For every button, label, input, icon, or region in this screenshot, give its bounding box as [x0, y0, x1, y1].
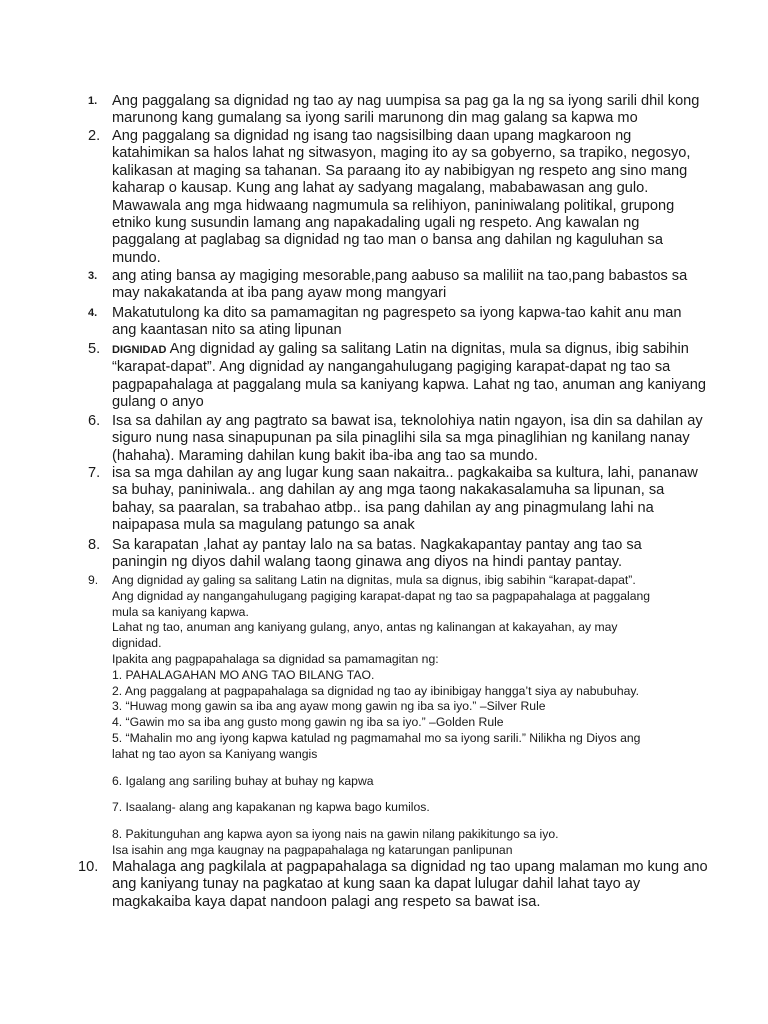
- item-text: Ang paggalang sa dignidad ng isang tao nagsisilbing daan upang magkaroon ng katahimikan sa halos lahat ng sitwasyon, maging ito ay sa gobyerno, sa trapiko, negosyo, kalikasan at maging sa tahanan. Sa paraang ito ay nabibigyan ng respeto ang sino mang kaharap o kausap. Kung ang lahat ay sadyang magalang, mababawasan ang gulo. Mawawala ang mga hidwaang nagmumula sa relihiyon, paniniwalang politikal, grupong etniko kung susundin lamang ang napakadaling ugali ng respeto. Ang kawalan ng paggalang at paglabag sa dignidad ng tao man o bansa ang dahilan ng kaguluhan sa mundo.: [112, 128, 691, 266]
- item-number: 1.: [88, 95, 98, 107]
- item-text: Sa karapatan ,lahat ay pantay lalo na sa batas. Nagkakapantay pantay ang tao sa paningin ng diyos dahil walang taong ginawa ang diyos na hindi pantay pantay.: [112, 537, 642, 571]
- sub-item-6: 6. Igalang ang sariling buhay at buhay ng kapwa: [112, 774, 374, 788]
- sub-item-7: 7. Isaalang- alang ang kapakanan ng kapwa bago kumilos.: [112, 800, 430, 814]
- item-number: 9.: [88, 573, 99, 587]
- item-text: isa sa mga dahilan ay ang lugar kung saan nakaitra.. pagkakaiba sa kultura, lahi, pananaw sa buhay, paniniwala.. ang dahilan ay ang mga taong nakakasalamuha sa lipunan, sa bahay, sa paaralan, sa trabahao atbp.. isa pang dahilan ay ang pinagmulang lahi na naipapasa mula sa magulang patungo sa anak: [112, 465, 698, 534]
- item-text: Mahalaga ang pagkilala at pagpapahalaga sa dignidad ng tao upang malaman mo kung ano ang kaniyang tunay na pagkatao at kung saan ka dapat lulugar dahil lahat tayo ay magkakaiba kaya dapat nandoon palagi ang respeto sa bawat isa.: [112, 859, 708, 910]
- item-text: Makatutulong ka dito sa pamamagitan ng pagrespeto sa iyong kapwa-tao kahit anu man ang kaantasan nito sa ating lipunan: [112, 305, 682, 339]
- item-text: ang ating bansa ay magiging mesorable,pang aabuso sa maliliit na tao,pang babastos sa may nakakatanda at iba pang ayaw mong mangyari: [112, 268, 688, 302]
- item-number: 3.: [88, 270, 98, 282]
- item-number: 7.: [88, 465, 101, 481]
- item-text: Ang paggalang sa dignidad ng tao ay nag uumpisa sa pag ga la ng sa iyong sarili dhil kong marunong kang gumalang sa iyong sarili marunong din mag galang sa kapwa mo: [112, 93, 700, 127]
- item-number: 2.: [88, 128, 101, 144]
- item-text: Ang dignidad ay galing sa salitang Latin na dignitas, mula sa dignus, ibig sabihin “karapat-dapat”. Ang dignidad ay nangangahulugang pagiging karapat-dapat ng tao sa pagpapahalaga at paggalang mula sa kaniyang kapwa. Lahat ng tao, anuman ang kaniyang gulang, anyo, antas ng kalinangan at kakayahan, ay may dignidad. Ipakita ang pagpapahalaga sa dignidad sa pamamagitan ng: 1. PAHALAGAHAN MO ANG TAO BILANG TAO. 2. Ang paggalang at pagpapahalaga sa dignidad ng tao ay ibinibigay hangga’t siya ay nabubuhay. 3. “Huwag mong gawin sa iba ang ayaw mong gawin ng iba sa iyo.” –Silver Rule 4. “Gawin mo sa iba ang gusto mong gawin ng iba sa iyo.” –Golden Rule 5. “Mahalin mo ang iyong kapwa katulad ng pagmamahal mo sa iyong sarili.” Nilikha ng Diyos ang lahat ng tao ayon sa Kaniyang wangis: [112, 573, 651, 761]
- item-number: 4.: [88, 307, 98, 319]
- item-number: 6.: [88, 413, 101, 429]
- item-number: 10.: [78, 859, 99, 875]
- sub-item-8: 8. Pakitunguhan ang kapwa ayon sa iyong nais na gawin nilang pakikitungo sa iyo. Isa isahin ang mga kaugnay na pagpapahalaga ng katarungan panlipunan: [112, 827, 559, 857]
- item-number: 5.: [88, 341, 101, 357]
- item-number: 8.: [88, 537, 101, 553]
- item-text: DIGNIDAD Ang dignidad ay galing sa salitang Latin na dignitas, mula sa dignus, ibig sabihin “karapat-dapat”. Ang dignidad ay nangangahulugang pagiging karapat-dapat ng tao sa pagpapahalaga at paggalang mula sa kaniyang kapwa. Lahat ng tao, anuman ang kaniyang gulang o anyo: [112, 341, 706, 411]
- item-text: Isa sa dahilan ay ang pagtrato sa bawat isa, teknolohiya natin ngayon, isa din sa dahilan ay siguro nung nasa sinapupunan pa sila pinaglihi sila sa mga pinaglihian ng kanilang nanay (hahaha). Maraming dahilan kung bakit iba-iba ang tao sa mundo.: [112, 413, 703, 464]
- lead-label: DIGNIDAD: [112, 344, 167, 356]
